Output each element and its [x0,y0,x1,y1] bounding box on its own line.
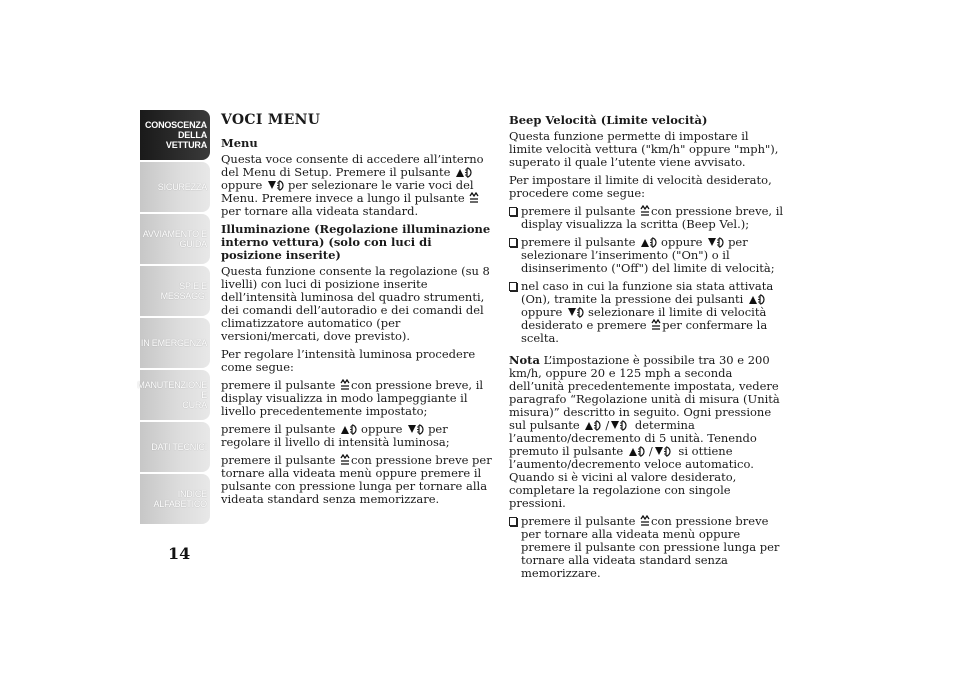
down-light-button-icon [610,419,630,431]
text: per confermare la scelta. [521,318,768,345]
tab-label: IN EMERGENZA [140,338,207,348]
bullet-box-icon [509,238,517,247]
text: oppure [521,305,563,319]
beep-bullet-2 [509,236,784,275]
text: oppure [221,178,263,192]
section-title: VOCI MENU [221,112,321,128]
illumination-paragraph-1: Questa funzione consente la regolazione (su 8 livelli) con luci di posizione inserite dell’intensità luminosa del quadro strumenti, dei comandi dell’autoradio e dei comandi del climatizzatore automatico (per versioni/mercati, dove previsto). [221,264,490,343]
up-light-button-icon [584,419,604,431]
tab-label: INDICE ALFABETICO [153,489,207,509]
tab-spie-e-messaggi[interactable] [140,266,210,316]
menu-button-icon [340,454,350,466]
text: oppure [361,422,403,436]
left-column [221,110,493,511]
down-light-button-icon [654,445,674,457]
text: oppure [661,235,703,249]
down-light-button-icon [707,236,727,248]
note-paragraph [509,354,784,510]
text: Questa voce consente di accedere all’interno del Menu di Setup. Premere il pulsante [221,152,484,179]
beep-paragraph-1: Questa funzione permette di impostare il limite velocità vettura ("km/h" oppure "mph"), superato il quale l’utente viene avvisato. [509,129,779,169]
text: con pressione breve per tornare alla videata menù oppure premere il pulsante con pressione lunga per tornare alla videata standard senza memorizzare. [521,514,780,580]
text: con pressione breve, il display visualizza in modo lampeggiante il livello precedentemente impostato; [221,378,484,418]
tab-label: AVVIAMENTO E GUIDA [142,229,207,249]
tab-manutenzione-e-cura[interactable] [137,370,210,420]
bullet-box-icon [509,517,517,526]
up-light-button-icon [628,445,648,457]
down-light-button-icon [267,179,287,191]
tab-avviamento-e-guida[interactable] [140,214,210,264]
menu-button-icon [640,205,650,217]
up-light-button-icon [340,423,360,435]
menu-button-icon [640,515,650,527]
tab-label: DATI TECNICI [151,442,207,452]
menu-button-icon [469,192,479,204]
text: per selezionare l’inserimento ("On") o il disinserimento ("Off") del limite di velocità; [521,235,775,275]
text: con pressione breve per tornare alla videata menù oppure premere il pulsante con pressione lunga per tornare alla videata standard senza memorizzare. [221,453,492,506]
text: per tornare alla videata standard. [221,204,419,218]
down-light-button-icon [407,423,427,435]
tab-sicurezza[interactable] [140,162,210,212]
up-light-button-icon [455,166,475,178]
text: per selezionare le varie voci del Menu. Premere invece a lungo il pulsante [221,178,474,205]
tab-dati-tecnici[interactable] [140,422,210,472]
text: premere il pulsante [221,422,336,436]
text: / [648,444,653,458]
tab-conoscenza-della-vettura[interactable] [140,110,210,160]
beep-bullet-4 [509,515,784,580]
menu-button-icon [340,379,350,391]
text: / [605,418,610,432]
text: premere il pulsante [221,453,336,467]
text: L’impostazione è possibile tra 30 e 200 km/h, oppure 20 e 125 mph a seconda dell’unità precedentemente impostata, vedere paragrafo “Regolazione unità di misura (Unità misura)” descritto in seguito. Ogni pressione sul pulsante [509,353,780,432]
down-light-button-icon [567,306,587,318]
tab-label: SPIE E MESSAGGI [160,281,207,301]
text: premere il pulsante [521,514,636,528]
tab-label: CONOSCENZA DELLA VETTURA [144,120,207,150]
text: si ottiene l’aumento/decremento veloce automatico. Quando si è vicini al valore desiderato, completare la regolazione con singole pressioni. [509,444,754,510]
beep-paragraph-2: Per impostare il limite di velocità desiderato, procedere come segue: [509,173,772,200]
bullet-box-icon [509,207,517,216]
tab-label: MANUTENZIONE E CURA [137,380,207,410]
text: con pressione breve, il display visualizza la scritta (Beep Vel.); [521,204,784,231]
chapter-sidebar [137,110,210,526]
illumination-heading: Illuminazione (Regolazione illuminazione interno vettura) (solo con luci di posizione inserite) [221,222,491,262]
text: per regolare il livello di intensità luminosa; [221,422,450,449]
tab-indice-alfabetico[interactable] [140,474,210,524]
text: selezionare il limite di velocità desiderato e premere [521,305,767,332]
text: premere il pulsante [521,235,636,249]
tab-in-emergenza[interactable] [140,318,210,368]
beep-bullet-1 [509,205,784,231]
up-light-button-icon [748,293,768,305]
up-light-button-icon [640,236,660,248]
text: nel caso in cui la funzione sia stata attivata (On), tramite la pressione dei pulsanti [521,279,774,306]
beep-heading: Beep Velocità (Limite velocità) [509,113,708,127]
text: premere il pulsante [521,204,636,218]
tab-label: SICUREZZA [157,182,207,192]
menu-button-icon [651,319,661,331]
menu-paragraph [221,153,493,218]
right-column [509,110,784,585]
text: determina l’aumento/decremento di 5 unità. Tenendo premuto il pulsante [509,418,757,458]
beep-bullet-3 [509,280,784,345]
illumination-paragraph-2: Per regolare l’intensità luminosa procedere come segue: [221,347,476,374]
menu-heading: Menu [221,136,258,150]
note-label: Nota [509,353,540,367]
illumination-step-3 [221,454,493,506]
bullet-box-icon [509,282,517,291]
page-number: 14 [168,544,191,563]
text: premere il pulsante [221,378,336,392]
illumination-step-1 [221,379,493,418]
illumination-step-2 [221,423,493,449]
